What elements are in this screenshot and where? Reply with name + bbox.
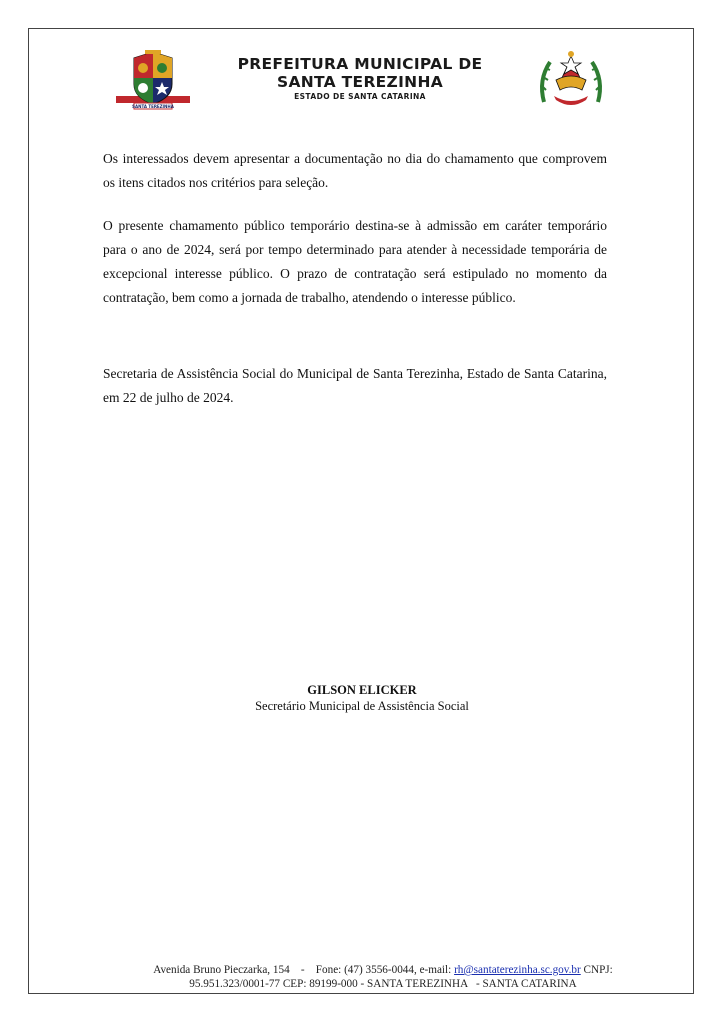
footer-line2: 95.951.323/0001-77 CEP: 89199-000 - SANTA TEREZINHA - SANTA CATARINA — [189, 978, 577, 990]
paragraph-date-place: Secretaria de Assistência Social do Municipal de Santa Terezinha, Estado de Santa Catarina, em 22 de julho de 2024. — [103, 366, 607, 405]
header-title-block — [200, 55, 520, 101]
municipal-coat-of-arms-logo — [112, 50, 194, 114]
footer-line1 — [118, 963, 648, 977]
footer-address-phone: Avenida Bruno Pieczarka, 154 - Fone: (47) 3556-0044, e-mail: — [153, 964, 455, 976]
footer-cnpj-label: CNPJ: — [580, 964, 613, 976]
svg-text:SANTA TEREZINHA: SANTA TEREZINHA — [132, 104, 174, 109]
header-title-line1: PREFEITURA MUNICIPAL DE — [237, 55, 483, 73]
coat-of-arms-icon — [112, 50, 194, 114]
state-emblem-icon — [534, 50, 608, 110]
header-subtitle: ESTADO DE SANTA CATARINA — [294, 92, 426, 101]
signer-name: GILSON ELICKER — [307, 683, 417, 697]
footer-address — [118, 963, 648, 991]
signature-block — [200, 682, 524, 714]
signer-role: Secretário Municipal de Assistência Social — [255, 699, 469, 713]
paragraph-documentation: Os interessados devem apresentar a documentação no dia do chamamento que comprovem os itens citados nos critérios para seleção. — [103, 151, 607, 190]
state-coat-of-arms-logo — [534, 50, 608, 110]
footer-email-link[interactable]: rh@santaterezinha.sc.gov.br — [454, 964, 581, 976]
paragraph-temporary-call: O presente chamamento público temporário destina-se à admissão em caráter temporário para o ano de 2024, será por tempo determinado para atender à necessidade temporária de excepcional interesse público. O prazo de contratação será estipulado no momento da contratação, bem como a jornada de trabalho, atendendo o interesse público. — [103, 218, 607, 305]
header-title-line2: SANTA TEREZINHA — [276, 73, 444, 91]
